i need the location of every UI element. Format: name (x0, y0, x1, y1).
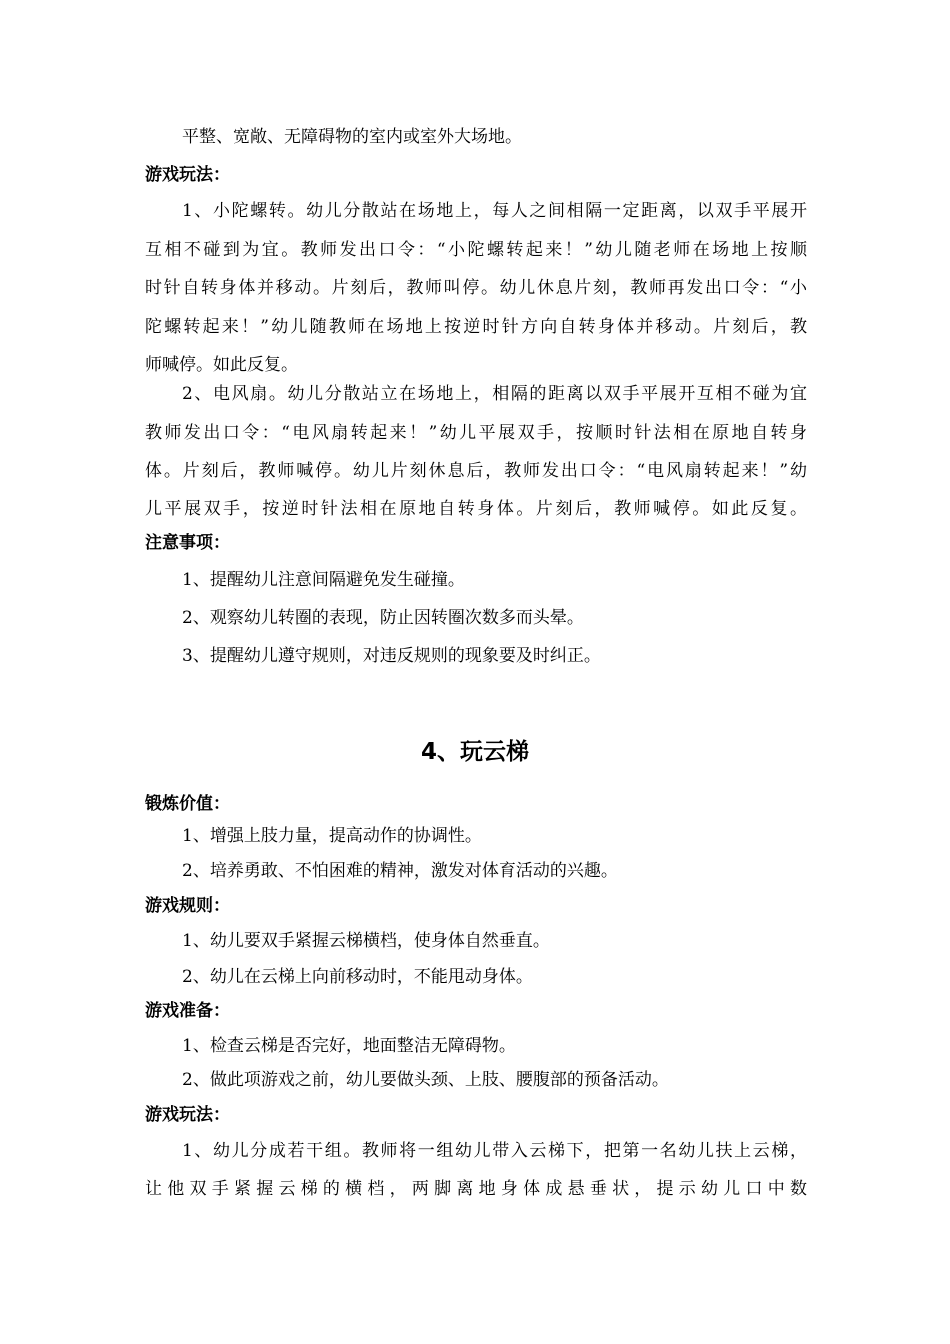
paragraph-line: 儿平展双手，按逆时针法相在原地自转身体。片刻后，教师喊停。如此反复。 (145, 499, 807, 519)
section-heading-notes: 注意事项： (145, 533, 230, 553)
list-item: 2、做此项游戏之前，幼儿要做头颈、上肢、腰腹部的预备活动。 (182, 1070, 669, 1090)
paragraph-line: 陀螺转起来！”幼儿随教师在场地上按逆时针方向自转身体并移动。片刻后，教 (145, 317, 807, 337)
section-title: 4、玩云梯 (420, 739, 529, 765)
paragraph-line: 教师发出口令：“电风扇转起来！”幼儿平展双手，按顺时针法相在原地自转身 (145, 423, 807, 443)
paragraph-line: 师喊停。如此反复。 (145, 355, 298, 375)
list-item: 2、培养勇敢、不怕困难的精神，激发对体育活动的兴趣。 (182, 861, 618, 881)
paragraph-line: 1、幼儿分成若干组。教师将一组幼儿带入云梯下，把第一名幼儿扶上云梯， (182, 1141, 807, 1161)
section-heading-value: 锻炼价值： (145, 794, 230, 814)
section-heading-rules: 游戏规则： (145, 896, 230, 916)
paragraph-line: 2、电风扇。幼儿分散站立在场地上，相隔的距离以双手平展开互相不碰为宜 (182, 384, 807, 404)
list-item: 1、提醒幼儿注意间隔避免发生碰撞。 (182, 570, 465, 590)
intro-line: 平整、宽敞、无障碍物的室内或室外大场地。 (182, 127, 522, 147)
paragraph-line: 让他双手紧握云梯的横档，两脚离地身体成悬垂状，提示幼儿口中数 (145, 1179, 807, 1199)
section-heading-play-2: 游戏玩法： (145, 1105, 230, 1125)
paragraph-line: 1、小陀螺转。幼儿分散站在场地上，每人之间相隔一定距离，以双手平展开 (182, 201, 807, 221)
list-item: 1、检查云梯是否完好，地面整洁无障碍物。 (182, 1036, 516, 1056)
list-item: 1、增强上肢力量，提高动作的协调性。 (182, 826, 482, 846)
paragraph-line: 体。片刻后，教师喊停。幼儿片刻休息后，教师发出口令：“电风扇转起来！”幼 (145, 461, 807, 481)
list-item: 3、提醒幼儿遵守规则，对违反规则的现象要及时纠正。 (182, 646, 601, 666)
section-heading-prep: 游戏准备： (145, 1001, 230, 1021)
list-item: 2、幼儿在云梯上向前移动时，不能甩动身体。 (182, 967, 533, 987)
paragraph-line: 时针自转身体并移动。片刻后，教师叫停。幼儿休息片刻，教师再发出口令：“小 (145, 278, 807, 298)
list-item: 1、幼儿要双手紧握云梯横档，使身体自然垂直。 (182, 931, 550, 951)
list-item: 2、观察幼儿转圈的表现，防止因转圈次数多而头晕。 (182, 608, 584, 628)
section-heading-play: 游戏玩法： (145, 165, 230, 185)
paragraph-line: 互相不碰到为宜。教师发出口令：“小陀螺转起来！”幼儿随老师在场地上按顺 (145, 240, 807, 260)
